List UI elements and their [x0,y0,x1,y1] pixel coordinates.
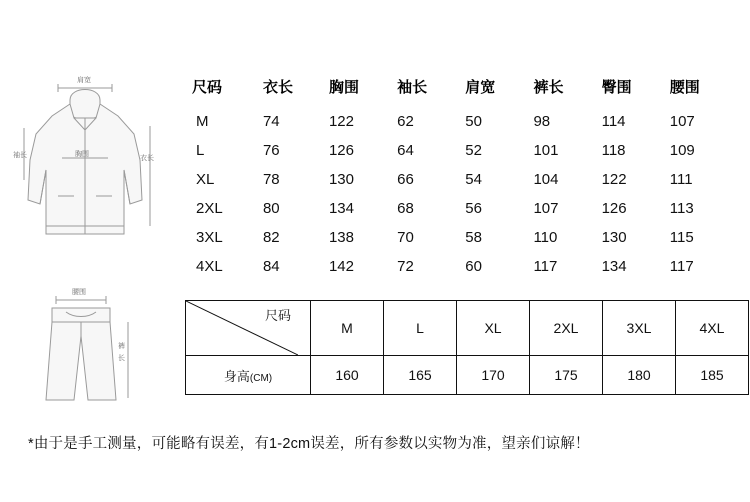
cell-sleeve: 64 [397,142,414,159]
garment-illustrations [0,0,175,430]
cell-shoulder: 50 [465,113,482,130]
table-row [182,223,738,252]
label-sleeve: 袖长 [13,151,27,159]
height-cell: 170 [457,356,530,395]
col-header-shoulder: 肩宽 [465,79,496,96]
row-header-height [186,356,311,395]
col-header-chest: 胸围 [328,79,359,96]
height-cell: 160 [311,356,384,395]
cell-chest: 138 [328,229,354,246]
cell-clothing-length: 76 [262,142,280,159]
cell-sleeve: 66 [397,171,414,188]
height-col-header: M [311,301,384,356]
cell-shoulder: 58 [465,229,482,246]
cell-hip: 130 [601,229,627,246]
table-row [182,194,738,223]
height-col-header: XL [457,301,530,356]
cell-sleeve: 62 [397,113,414,130]
cell-clothing-length: 82 [262,229,280,246]
cell-sleeve: 72 [397,258,414,275]
label-chest: 胸围 [75,150,89,158]
cell-pant-length: 98 [533,113,551,130]
cell-chest: 134 [328,200,354,217]
cell-waist: 117 [669,258,694,275]
cell-hip: 114 [601,113,626,130]
cell-shoulder: 54 [465,171,482,188]
height-table-row [186,356,749,395]
cell-waist: 107 [669,113,695,130]
measurement-disclaimer: *由于是手工测量，可能略有误差，有1-2cm误差，所有参数以实物为准，望亲们谅解！ [28,436,590,452]
illustration-svg [0,0,175,430]
cell-chest: 130 [328,171,354,188]
cell-shoulder: 52 [465,142,482,159]
cell-clothing-length: 80 [262,200,280,217]
height-col-header: 4XL [676,301,749,356]
height-col-header: 2XL [530,301,603,356]
cell-size: M [196,113,209,130]
cell-size: 3XL [196,229,223,246]
cell-size: XL [196,171,215,188]
cell-sleeve: 68 [397,200,414,217]
label-pant-length-2: 长 [118,354,125,362]
label-waist: 腰围 [72,288,86,296]
cell-pant-length: 107 [533,200,559,217]
col-header-hip: 臀围 [601,79,632,96]
cell-shoulder: 56 [465,200,482,217]
row-header-height-label: 身高 [223,368,250,384]
col-header-pant-length: 裤长 [533,79,564,96]
cell-hip: 134 [601,258,627,275]
cell-waist: 111 [669,171,693,188]
table-row [182,252,738,281]
cell-sleeve: 70 [397,229,414,246]
height-table [185,300,749,395]
height-cell: 180 [603,356,676,395]
col-header-size: 尺码 [192,79,223,96]
cell-hip: 122 [601,171,627,188]
cell-pant-length: 104 [533,171,559,188]
cell-size: 2XL [196,200,223,217]
cell-chest: 126 [328,142,354,159]
cell-hip: 126 [601,200,627,217]
cell-waist: 115 [669,229,694,246]
size-table-header-row [182,72,738,107]
height-cell: 175 [530,356,603,395]
cell-chest: 122 [328,113,354,130]
diagonal-corner-cell [186,301,311,356]
cell-clothing-length: 78 [262,171,280,188]
table-row [182,107,738,136]
cell-waist: 109 [669,142,695,159]
height-col-header: 3XL [603,301,676,356]
corner-label-size: 尺码 [264,308,291,323]
cell-clothing-length: 84 [262,258,280,275]
label-pant-length-1: 裤 [118,342,125,350]
col-header-sleeve: 袖长 [397,79,428,96]
col-header-clothing-length: 衣长 [262,79,293,96]
cell-chest: 142 [328,258,354,275]
cell-pant-length: 101 [533,142,559,159]
table-row [182,136,738,165]
cell-clothing-length: 74 [262,113,280,130]
row-header-height-unit: (CM) [249,372,273,384]
table-row [182,165,738,194]
height-col-header: L [384,301,457,356]
cell-pant-length: 117 [533,258,558,275]
height-cell: 185 [676,356,749,395]
cell-waist: 113 [669,200,694,217]
cell-pant-length: 110 [533,229,558,246]
size-table [182,72,738,281]
cell-hip: 118 [601,142,626,159]
col-header-waist: 腰围 [669,79,700,96]
height-cell: 165 [384,356,457,395]
cell-shoulder: 60 [465,258,482,275]
height-table-wrapper [185,300,749,395]
label-length: 衣长 [140,154,154,162]
cell-size: L [196,142,205,159]
cell-size: 4XL [196,258,223,275]
label-shoulder: 肩宽 [77,76,91,84]
height-table-header-row [186,301,749,356]
